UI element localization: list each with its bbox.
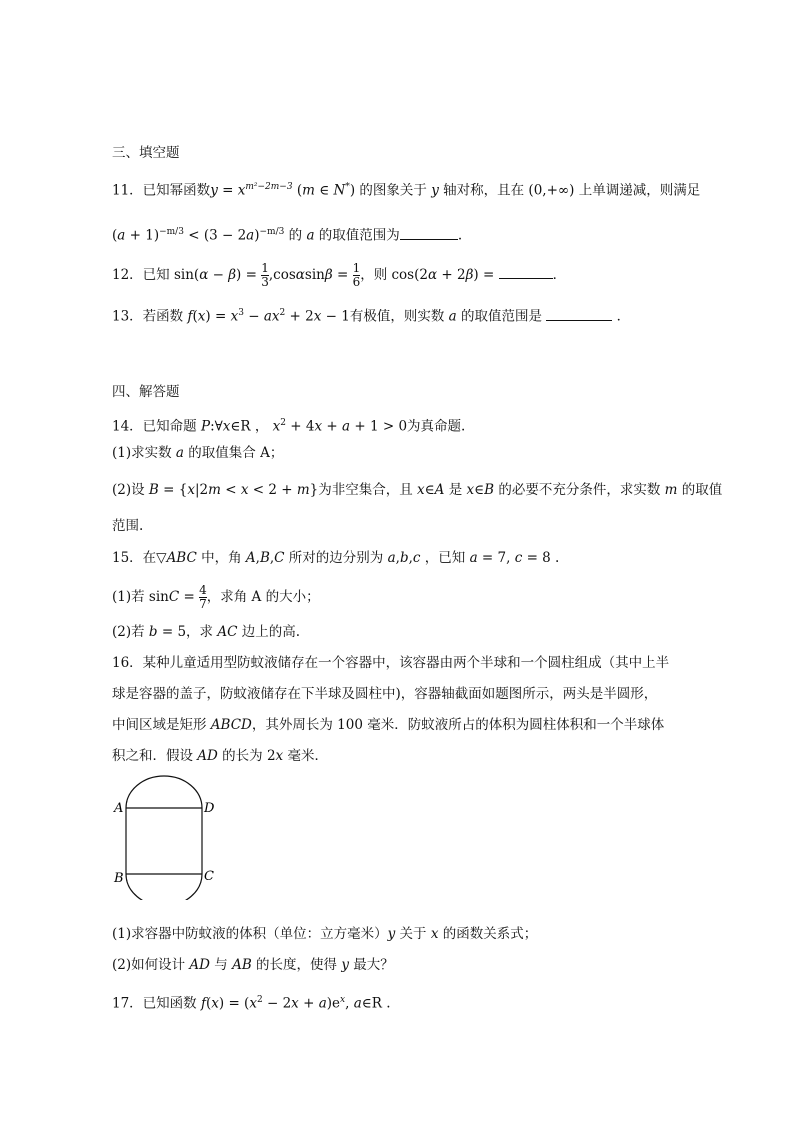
label-b: B	[114, 871, 124, 886]
question-11-line2: $(a + 1)^{-m/3} < (3 - 2a)^{-m/3}$ 的 a 的取值范围为 .	[112, 222, 462, 246]
question-14-part2: (2)设 B = {x|2m < x < 2 + m}为非空集合，且 x∈A 是 x∈B 的必要不充分条件，求实数 m 的取值	[112, 482, 723, 498]
question-15-part1: (1)若 sinC = $\frac{4}{7}$ ，求角 A 的大小；	[112, 583, 320, 611]
question-14-part2-cont: 范围.	[112, 518, 144, 534]
section-title-fill: 三、填空题	[112, 145, 180, 161]
section-title-answer: 四、解答题	[112, 384, 180, 400]
question-12: 12．已知 sin(α − β) = $\frac{1}{3}$ ,cosαsinβ = $\frac{1}{6}$ ，则 cos(2α + 2β) = ．	[112, 261, 567, 289]
label-d: D	[204, 801, 215, 816]
label-c: C	[204, 869, 214, 884]
container-outline	[126, 776, 202, 900]
q11-text-1: 11．已知幂函数	[112, 182, 211, 199]
question-16-line3: 中间区域是矩形 ABCD，其外周长为 100 毫米．防蚊液所占的体积为圆柱体积和一个半球体	[112, 717, 665, 733]
question-13: 13．若函数 $f(x) = x^3 - ax^2 + 2x - 1$有极值，则实数 a 的取值范围是 ．	[112, 303, 630, 327]
answer-blank-12[interactable]	[499, 264, 553, 279]
label-a: A	[114, 801, 124, 816]
question-16-part1: (1)求容器中防蚊液的体积（单位：立方毫米）y 关于 x 的函数关系式；	[112, 926, 538, 942]
question-14-part1: (1)求实数 a 的取值集合 A；	[112, 445, 284, 461]
question-17-stem: 17．已知函数 $f(x) = (x^2 - 2x + a)e^x$, a∈R .	[112, 995, 391, 1012]
question-16-line2: 球是容器的盖子，防蚊液储存在下半球及圆柱中)，容器轴截面如题图所示，两头是半圆形，	[112, 686, 658, 702]
question-14-stem: 14．已知命题 P:∀x∈R ， $x^2 + 4x + a + 1 > 0$为真命题.	[112, 418, 466, 435]
question-11-line1: 11．已知幂函数$y = x^{m^2-2m-3}$ (m ∈ N*) 的图象关于 y 轴对称，且在 (0,+∞) 上单调递减，则满足	[112, 182, 701, 199]
question-16-part2: (2)如何设计 AD 与 AB 的长度，使得 y 最大？	[112, 957, 394, 973]
answer-blank-11[interactable]	[400, 225, 458, 240]
question-16-line1: 16．某种儿童适用型防蚊液储存在一个容器中，该容器由两个半球和一个圆柱组成（其中上半	[112, 655, 670, 671]
question-15-stem: 15．在▽ABC 中，角 A,B,C 所对的边分别为 a,b,c ，已知 a = 7, c = 8 .	[112, 550, 560, 566]
container-cross-section-figure	[112, 770, 222, 900]
question-15-part2: (2)若 b = 5，求 AC 边上的高.	[112, 624, 301, 640]
question-16-line4: 积之和．假设 AD 的长为 2x 毫米．	[112, 748, 328, 764]
answer-blank-13[interactable]	[546, 306, 612, 321]
